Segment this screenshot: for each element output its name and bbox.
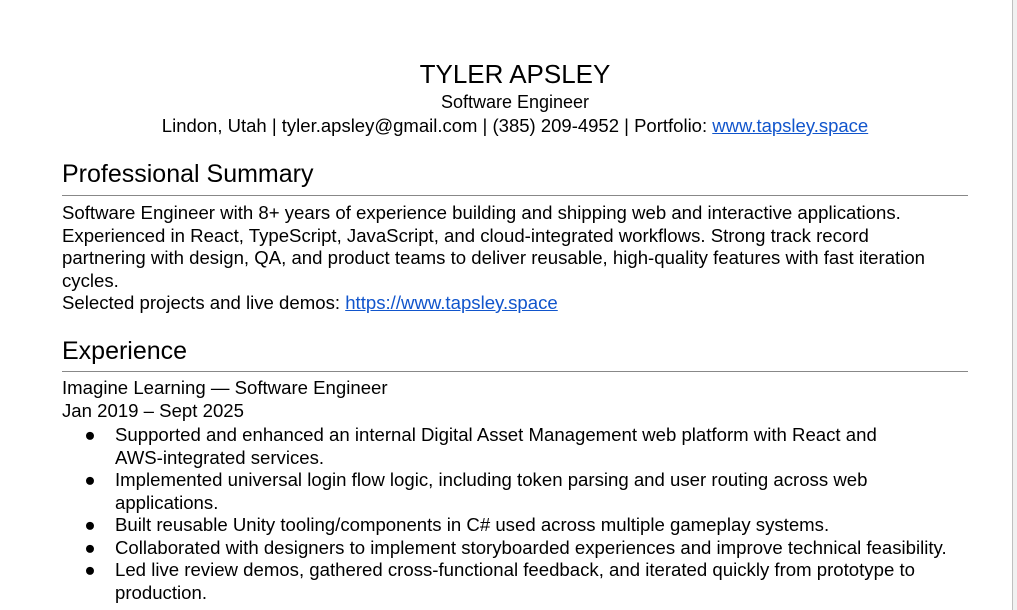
bullet-line: Supported and enhanced an internal Digital Asset Management web platform with React and — [115, 424, 877, 445]
bullet-line: Led live review demos, gathered cross-functional feedback, and iterated quickly from prototype to — [115, 559, 915, 580]
contact-info: Lindon, Utah | tyler.apsley@gmail.com | (385) 209-4952 | Portfolio: — [161, 115, 713, 136]
bullet-line: Implemented universal login flow logic, including token parsing and user routing across web — [115, 469, 868, 490]
contact-line — [62, 114, 968, 138]
job-dates: Jan 2019 – Sept 2025 — [62, 399, 244, 421]
summary-paragraph — [62, 202, 968, 315]
bullet-dot-icon: ● — [84, 536, 96, 558]
demos-label: Selected projects and live demos: — [62, 292, 346, 313]
portfolio-link[interactable]: www.tapsley.space — [712, 115, 869, 136]
demos-line — [62, 292, 968, 315]
list-item — [62, 514, 992, 537]
bullet-dot-icon: ● — [84, 559, 96, 580]
summary-line: Software Engineer with 8+ years of experience building and shipping web and interactive applications. — [62, 202, 901, 223]
resume-name: TYLER APSLEY — [419, 59, 611, 89]
summary-heading: Professional Summary — [62, 160, 314, 188]
experience-divider — [62, 371, 968, 372]
bullet-line: applications. — [115, 491, 219, 513]
bullet-dot-icon: ● — [84, 514, 96, 535]
bullet-line: AWS-integrated services. — [115, 446, 325, 468]
summary-line: Experienced in React, TypeScript, JavaScript, and cloud-integrated workflows. Strong track record — [62, 224, 869, 246]
bullet-dot-icon: ● — [84, 469, 96, 490]
summary-line: partnering with design, QA, and product teams to deliver reusable, high-quality features with fast iteration — [62, 247, 926, 268]
job-header — [62, 377, 968, 422]
list-item — [62, 537, 992, 560]
list-item — [62, 559, 992, 604]
job-bullets — [62, 424, 992, 604]
bullet-line: Collaborated with designers to implement storyboarded experiences and improve technical feasibility. — [115, 536, 947, 558]
bullet-line: Built reusable Unity tooling/components in C# used across multiple gameplay systems. — [115, 514, 830, 535]
scroll-gutter — [1013, 0, 1017, 610]
demos-link[interactable]: https://www.tapsley.space — [345, 292, 558, 313]
resume-title: Software Engineer — [440, 92, 590, 112]
bullet-line: production. — [115, 581, 207, 603]
list-item — [62, 424, 992, 469]
experience-heading: Experience — [62, 337, 188, 365]
job-title-line: Imagine Learning — Software Engineer — [62, 377, 388, 398]
bullet-dot-icon: ● — [84, 424, 96, 445]
list-item — [62, 469, 992, 514]
summary-divider — [62, 195, 968, 196]
summary-line: cycles. — [62, 269, 119, 291]
